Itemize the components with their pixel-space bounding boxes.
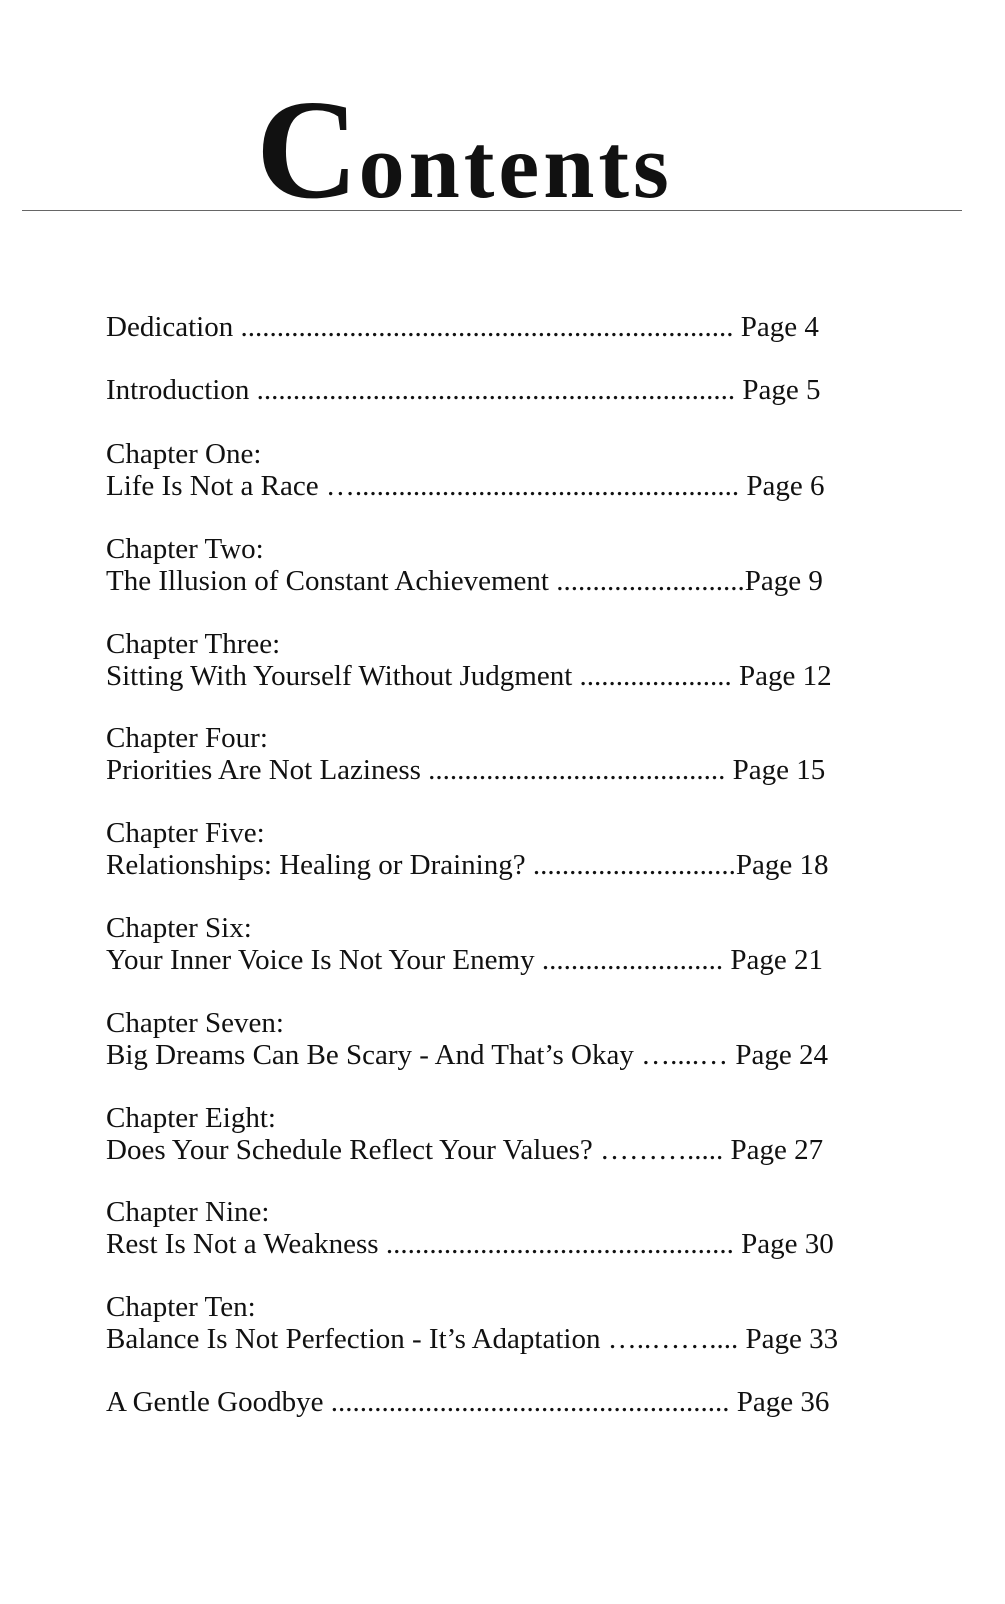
toc-entry-chapter-seven[interactable]	[106, 1007, 828, 1071]
chapter-label: Chapter Five:	[106, 817, 265, 849]
toc-entry-line: Dedication .................................................................... Page 4	[106, 311, 819, 343]
toc-entry-chapter-four[interactable]	[106, 722, 825, 786]
chapter-label: Chapter One:	[106, 438, 262, 470]
toc-entry-dedication[interactable]	[106, 311, 819, 343]
title-rest: ontents	[358, 115, 673, 217]
toc-entry-chapter-one[interactable]	[106, 438, 824, 502]
toc-entry-line: Big Dreams Can Be Scary - And That’s Okay …....… Page 24	[106, 1039, 828, 1071]
chapter-label: Chapter Eight:	[106, 1102, 276, 1134]
title-divider	[22, 210, 962, 211]
toc-entry-goodbye[interactable]	[106, 1386, 829, 1418]
toc-entry-chapter-five[interactable]	[106, 817, 828, 881]
toc-entry-line: Does Your Schedule Reflect Your Values? ………..... Page 27	[106, 1134, 824, 1166]
chapter-label: Chapter Six:	[106, 912, 252, 944]
toc-entry-chapter-three[interactable]	[106, 628, 832, 692]
toc-entry-chapter-eight[interactable]	[106, 1102, 823, 1166]
toc-entry-line: Life Is Not a Race …..................................................... Page 6	[106, 470, 825, 502]
toc-entry-line: A Gentle Goodbye ....................................................... Page 36	[106, 1386, 830, 1418]
toc-entry-line: The Illusion of Constant Achievement ..........................Page 9	[106, 565, 823, 597]
toc-entry-chapter-two[interactable]	[106, 533, 823, 597]
title-initial: C	[256, 70, 359, 228]
toc-entry-line: Rest Is Not a Weakness ................................................ Page 30	[106, 1228, 834, 1260]
toc-entry-line: Balance Is Not Perfection - It’s Adaptation …..…….... Page 33	[106, 1323, 839, 1355]
chapter-label: Chapter Three:	[106, 628, 281, 660]
chapter-label: Chapter Seven:	[106, 1007, 284, 1039]
chapter-label: Chapter Two:	[106, 533, 264, 565]
toc-entry-chapter-ten[interactable]	[106, 1291, 838, 1355]
page-title	[256, 70, 673, 228]
toc-entry-line: Relationships: Healing or Draining? ............................Page 18	[106, 849, 829, 881]
chapter-label: Chapter Four:	[106, 722, 268, 754]
chapter-label: Chapter Ten:	[106, 1291, 256, 1323]
toc-entry-line: Your Inner Voice Is Not Your Enemy ......................... Page 21	[106, 944, 823, 976]
toc-entry-line: Priorities Are Not Laziness ......................................... Page 15	[106, 754, 826, 786]
chapter-label: Chapter Nine:	[106, 1196, 270, 1228]
toc-entry-line: Introduction .................................................................. Page 5	[106, 374, 821, 406]
toc-entry-introduction[interactable]	[106, 374, 820, 406]
toc-entry-chapter-nine[interactable]	[106, 1196, 834, 1260]
toc-entry-line: Sitting With Yourself Without Judgment ..................... Page 12	[106, 660, 832, 692]
toc-entry-chapter-six[interactable]	[106, 912, 823, 976]
